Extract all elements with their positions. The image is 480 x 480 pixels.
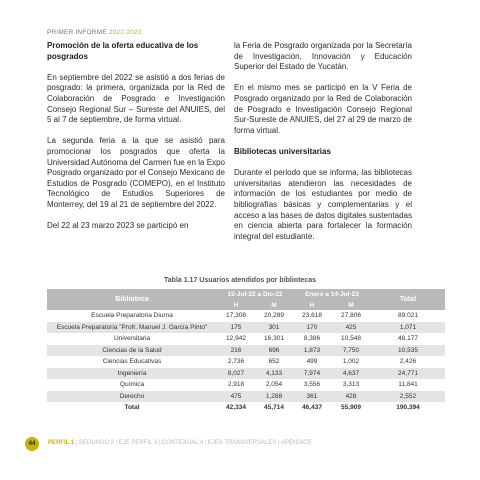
paragraph: Durante el periodo que se informa, las bibliotecas universitarias atendieron las necesidades de información de los estudiantes por medio de bibliografías básicas y complementarias y el acceso a las bases de datos digitales sustentadas en ciencia abierta para fortalecer la formación integral del estudiante. (234, 168, 412, 241)
nav-item-segundo[interactable]: SEGUNDO 2 (78, 440, 115, 446)
cell-m2: 1,002 (342, 358, 360, 366)
nav-item-ejes-transversales[interactable]: EJES TRANSVERSALES (207, 440, 277, 446)
cell-h2: 361 (293, 391, 331, 403)
section-nav (47, 440, 313, 446)
cell-h2: 8,386 (303, 335, 321, 343)
cell-h2: 7,974 (293, 368, 331, 380)
cell-h1: 475 (217, 391, 255, 403)
table-caption: Tabla 1.17 Usuarios atendidos por bibliotecas (164, 277, 316, 284)
cell-total: 1,071 (371, 322, 445, 334)
right-column (234, 41, 412, 253)
header-year: 2022-2023 (108, 29, 142, 36)
cell-h1: 42,334 (217, 402, 255, 414)
nav-divider: | (115, 440, 118, 446)
table-row (47, 379, 445, 391)
cell-total: 2,426 (399, 358, 417, 366)
table-row (47, 368, 445, 380)
cell-m1: 696 (255, 345, 293, 357)
paragraph: la Feria de Posgrado organizada por la Secretaría de Investigación, Innovación y Educación Superior del Estado de Yucatán. (234, 41, 412, 72)
cell-library: Universitaria (113, 335, 151, 343)
cell-total: 2,552 (371, 391, 445, 403)
column-header-h: H (217, 300, 255, 310)
cell-library: Derecho (47, 391, 217, 403)
table-row (47, 310, 445, 322)
page-footer (0, 437, 480, 451)
cell-m1: 652 (268, 358, 280, 366)
cell-h2: 170 (293, 322, 331, 334)
cell-m1: 2,054 (265, 381, 283, 389)
header-report-title: PRIMER INFORME (47, 29, 107, 36)
cell-h1: 2,736 (227, 358, 245, 366)
cell-m2: 4,637 (331, 368, 371, 380)
nav-divider: | (204, 440, 207, 446)
cell-h2: 23,618 (302, 312, 322, 320)
nav-item-eje-perfil[interactable]: EJE PERFIL 3 (118, 440, 158, 446)
cell-h1: 2,918 (227, 381, 245, 389)
cell-library: Química (119, 381, 145, 389)
cell-h2: 3,556 (303, 381, 321, 389)
nav-divider: | (158, 440, 161, 446)
cell-total: 10,535 (371, 345, 445, 357)
running-header (47, 29, 142, 36)
cell-m2: 428 (331, 391, 371, 403)
left-column (47, 41, 225, 242)
cell-m1: 16,301 (264, 335, 284, 343)
cell-total: 24,771 (371, 368, 445, 380)
cell-h2: 1,873 (293, 345, 331, 357)
column-header-total: Total (371, 289, 445, 310)
cell-m1: 4,133 (255, 368, 293, 380)
cell-h1: 216 (217, 345, 255, 357)
library-users-table (47, 289, 445, 414)
cell-total: 11,841 (398, 381, 418, 389)
cell-m2: 27,806 (341, 312, 361, 320)
cell-m1: 1,288 (255, 391, 293, 403)
table-row (47, 322, 445, 334)
section-heading-bibliotecas: Bibliotecas universitarias (234, 146, 331, 156)
section-heading-promocion: Promoción de la oferta educativa de los posgrados (47, 41, 199, 61)
cell-library: Total (47, 402, 217, 414)
cell-m1: 301 (255, 322, 293, 334)
cell-total: 89,021 (398, 312, 418, 320)
paragraph: La segunda feria a la que se asistió para promocionar los posgrados que oferta la Universidad Autónoma del Carmen fue en la Expo Posgrado organizado por el Consejo Mexicano de Estudios de Posgrado (COMEPO), en el Instituto Tecnológico de Estudios Superiores de Monterrey, del 19 al 21 de septiembre del 2022. (47, 136, 225, 209)
column-header-biblioteca: Biblioteca (47, 289, 217, 310)
cell-library: Escuela Preparatoria Diurna (91, 312, 173, 320)
cell-m2: 425 (331, 322, 371, 334)
cell-h1: 12,942 (226, 335, 246, 343)
cell-m1: 20,289 (264, 312, 284, 320)
column-header-period-1: 15-Jul-22 a Dic-22 (217, 289, 293, 300)
nav-divider: | (277, 440, 280, 446)
paragraph: Del 22 al 23 marzo 2023 se participó en (47, 221, 189, 231)
table-row (47, 356, 445, 368)
cell-library: Ciencias de la Salud (47, 345, 217, 357)
page-number-badge: 44 (25, 437, 39, 451)
cell-library: Ingeniería (47, 368, 217, 380)
table-row (47, 345, 445, 357)
nav-divider: | (75, 440, 78, 446)
column-header-m: M (331, 300, 371, 310)
cell-m2: 7,750 (331, 345, 371, 357)
column-header-period-2: Enero a 14-Jul-23 (293, 289, 371, 300)
cell-m2: 10,548 (341, 335, 361, 343)
cell-m1: 45,714 (255, 402, 293, 414)
nav-item-contextual[interactable]: CONTEXUAL 4 (161, 440, 204, 446)
nav-item-apendice[interactable]: APÉNDICE (280, 440, 312, 446)
cell-h1: 8,027 (217, 368, 255, 380)
cell-h2: 46,437 (293, 402, 331, 414)
paragraph: En el mismo mes se participó en la V Feria de Posgrado organizado por la Red de Colaboración de Posgrado e Investigación Consejo Regional Sur-Sureste de ANUIES, del 27 al 29 de marzo de forma virtual. (234, 83, 412, 135)
cell-h1: 17,308 (226, 312, 246, 320)
cell-library: Ciencias Educativas (102, 358, 162, 366)
table-row (47, 391, 445, 403)
cell-library: Escuela Preparatoria "Profr. Manuel J. García Pinto" (47, 322, 217, 334)
cell-m2: 55,909 (331, 402, 371, 414)
table-total-row (47, 402, 445, 414)
cell-total: 48,177 (398, 335, 418, 343)
table-row (47, 333, 445, 345)
nav-item-perfil[interactable]: PERFIL 1 (48, 440, 75, 446)
cell-h1: 175 (217, 322, 255, 334)
column-header-h: H (293, 300, 331, 310)
cell-h2: 499 (306, 358, 318, 366)
column-header-m: M (255, 300, 293, 310)
paragraph: En septiembre del 2022 se asistió a dos ferias de posgrado: la primera, organizada por la Red de Colaboración de Posgrado e Investigación Consejo Regional Sur – Sureste del ANUIES, del 5 al 7 de septiembre, de forma virtual. (47, 72, 225, 125)
cell-total: 190,394 (371, 402, 445, 414)
cell-m2: 3,313 (342, 381, 360, 389)
